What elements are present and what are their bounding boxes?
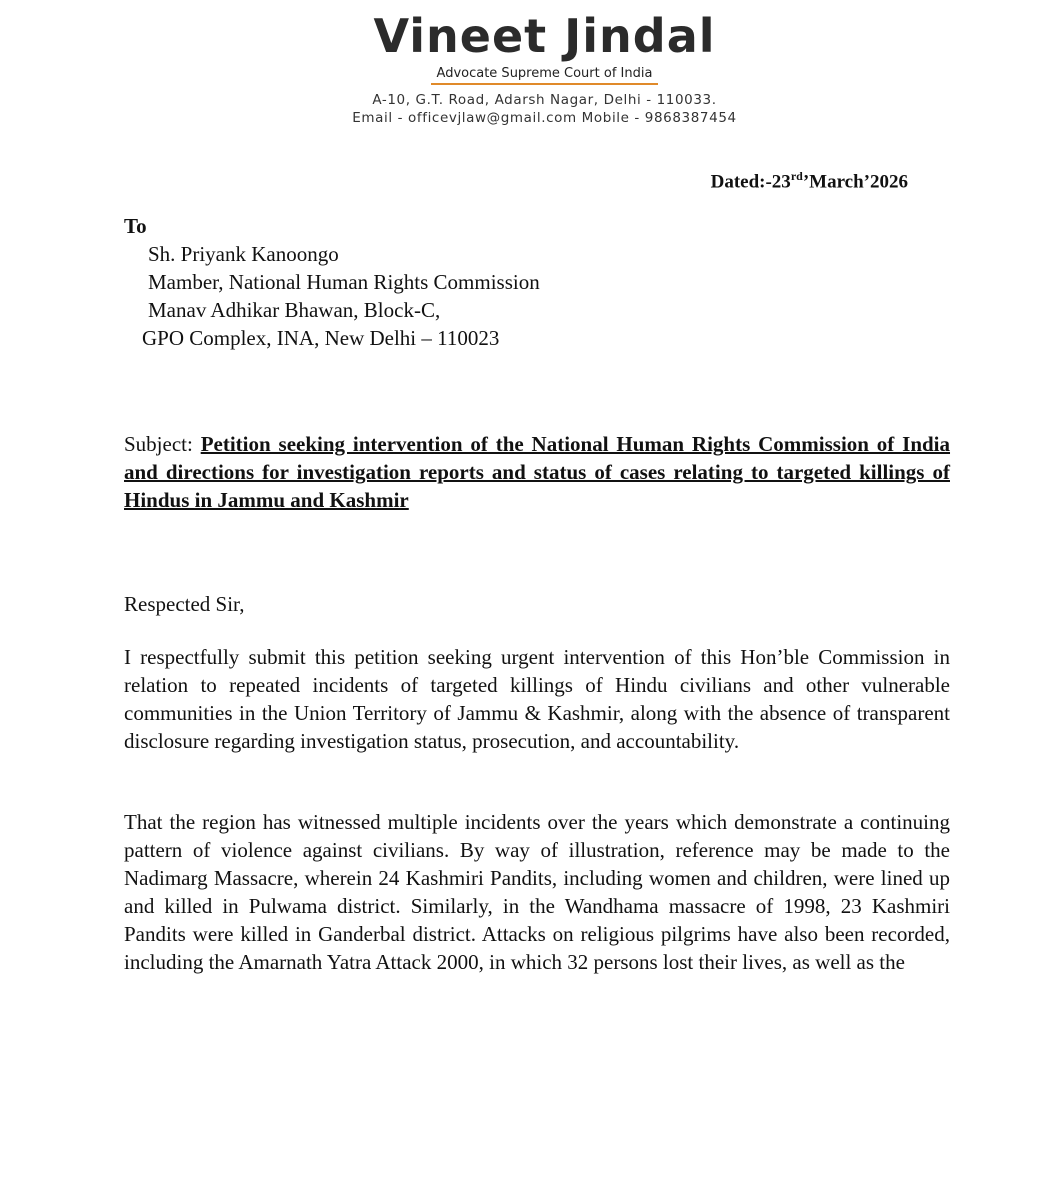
subject-text: Petition seeking intervention of the National Human Rights Commission of India and directions for investigation reports and status of cases relating to targeted killings of Hindus in Jammu and Kashmir [124,432,951,512]
to-label: To [124,214,147,238]
subject-line [124,430,950,514]
recipient-line: Mamber, National Human Rights Commission [148,270,540,294]
letterhead [0,8,1049,127]
letterhead-contact: Email - officevjlaw@gmail.com Mobile - 9868387454 [352,110,737,126]
body-paragraph: That the region has witnessed multiple incidents over the years which demonstrate a continuing pattern of violence against civilians. By way of illustration, reference may be made to the Nadimarg Massacre, wherein 24 Kashmiri Pandits, including women and children, were lined up and killed in Pulwama district. Similarly, in the Wandhama massacre of 1998, 23 Kashmiri Pandits were killed in Ganderbal district. Attacks on religious pilgrims have also been recorded, including the Amarnath Yatra Attack 2000, in which 32 persons lost their lives, as well as the [124,810,950,974]
letter-date [711,162,908,196]
date-ordinal: rd [790,169,803,183]
subject-label: Subject: [124,432,193,456]
recipient-line: Sh. Priyank Kanoongo [148,242,339,266]
recipient-block [124,212,540,352]
date-suffix: ’March’2026 [802,171,908,193]
letterhead-address: A-10, G.T. Road, Adarsh Nagar, Delhi - 110033. [372,92,717,108]
body-paragraph: I respectfully submit this petition seeking urgent intervention of this Hon’ble Commission in relation to repeated incidents of targeted killings of Hindu civilians and other vulnerable communities in the Union Territory of Jammu & Kashmir, along with the absence of transparent disclosure regarding investigation status, prosecution, and accountability. [124,645,950,753]
date-prefix: Dated:-23 [710,171,791,193]
salutation: Respected Sir, [124,592,245,616]
letterhead-name: Vineet Jindal [373,9,716,63]
letterhead-title: Advocate Supreme Court of India [431,66,659,85]
recipient-line [124,324,540,352]
recipient-line: Manav Adhikar Bhawan, Block-C, [148,298,441,322]
recipient-address: GPO Complex, INA, New Delhi – 110023 [142,326,500,350]
